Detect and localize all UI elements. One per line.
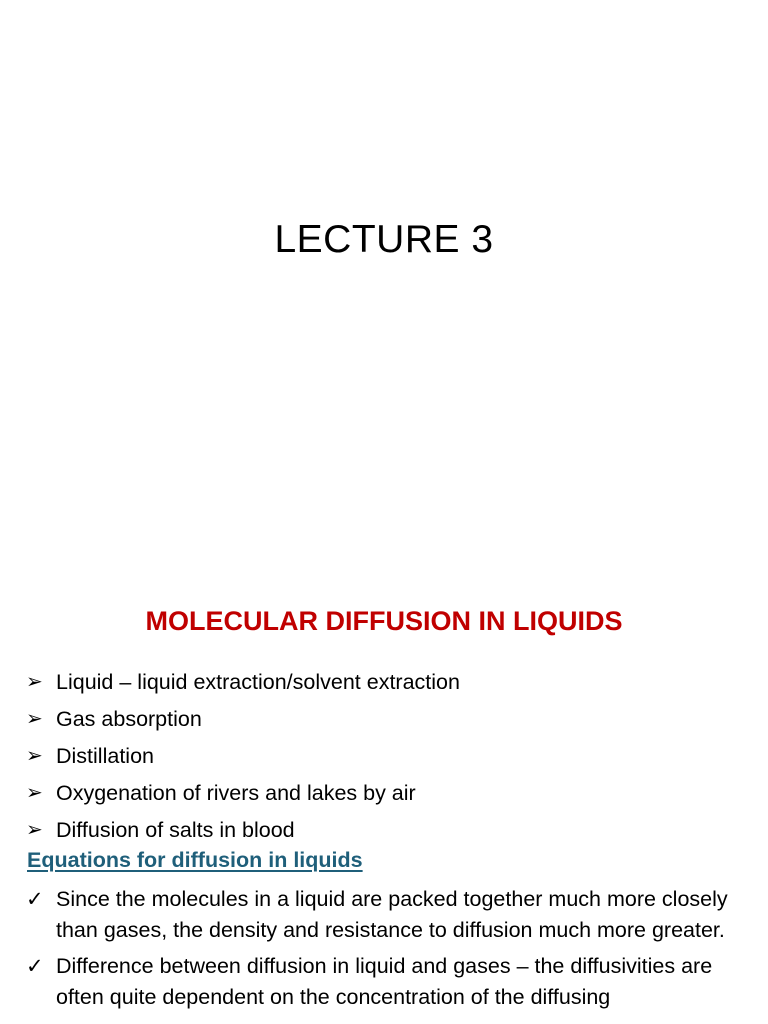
check-icon: ✓ (26, 888, 44, 911)
list-item-text: Distillation (56, 744, 154, 768)
slide-molecular-diffusion (0, 600, 768, 1024)
list-item-text: Difference between diffusion in liquid and gases – the diffusivities are often quite dependent on the concentration of the diffusing (56, 954, 713, 1009)
slide-heading: MOLECULAR DIFFUSION IN LIQUIDS (145, 606, 623, 636)
list-item-text: Gas absorption (56, 707, 202, 731)
list-item (26, 701, 460, 738)
list-item-text: Oxygenation of rivers and lakes by air (56, 781, 416, 805)
arrow-bullet-icon: ➢ (26, 782, 43, 804)
list-item (26, 884, 756, 946)
check-icon: ✓ (26, 955, 44, 978)
arrow-bullet-icon: ➢ (26, 745, 43, 767)
list-item-text: Since the molecules in a liquid are packed together much more closely than gases, the density and resistance to diffusion much more greater. (56, 887, 728, 942)
arrow-bullet-icon: ➢ (26, 819, 43, 841)
equations-subheading: Equations for diffusion in liquids (27, 848, 363, 872)
list-item-text: Diffusion of salts in blood (56, 818, 295, 842)
lecture-title: LECTURE 3 (274, 218, 494, 261)
arrow-bullet-icon: ➢ (26, 708, 43, 730)
list-item-text: Liquid – liquid extraction/solvent extraction (56, 670, 460, 694)
list-item (26, 738, 460, 775)
check-list (26, 884, 756, 1018)
applications-list (26, 664, 460, 849)
list-item (26, 775, 460, 812)
arrow-bullet-icon: ➢ (26, 671, 43, 693)
list-item (26, 812, 460, 849)
list-item (26, 951, 756, 1013)
list-item (26, 664, 460, 701)
